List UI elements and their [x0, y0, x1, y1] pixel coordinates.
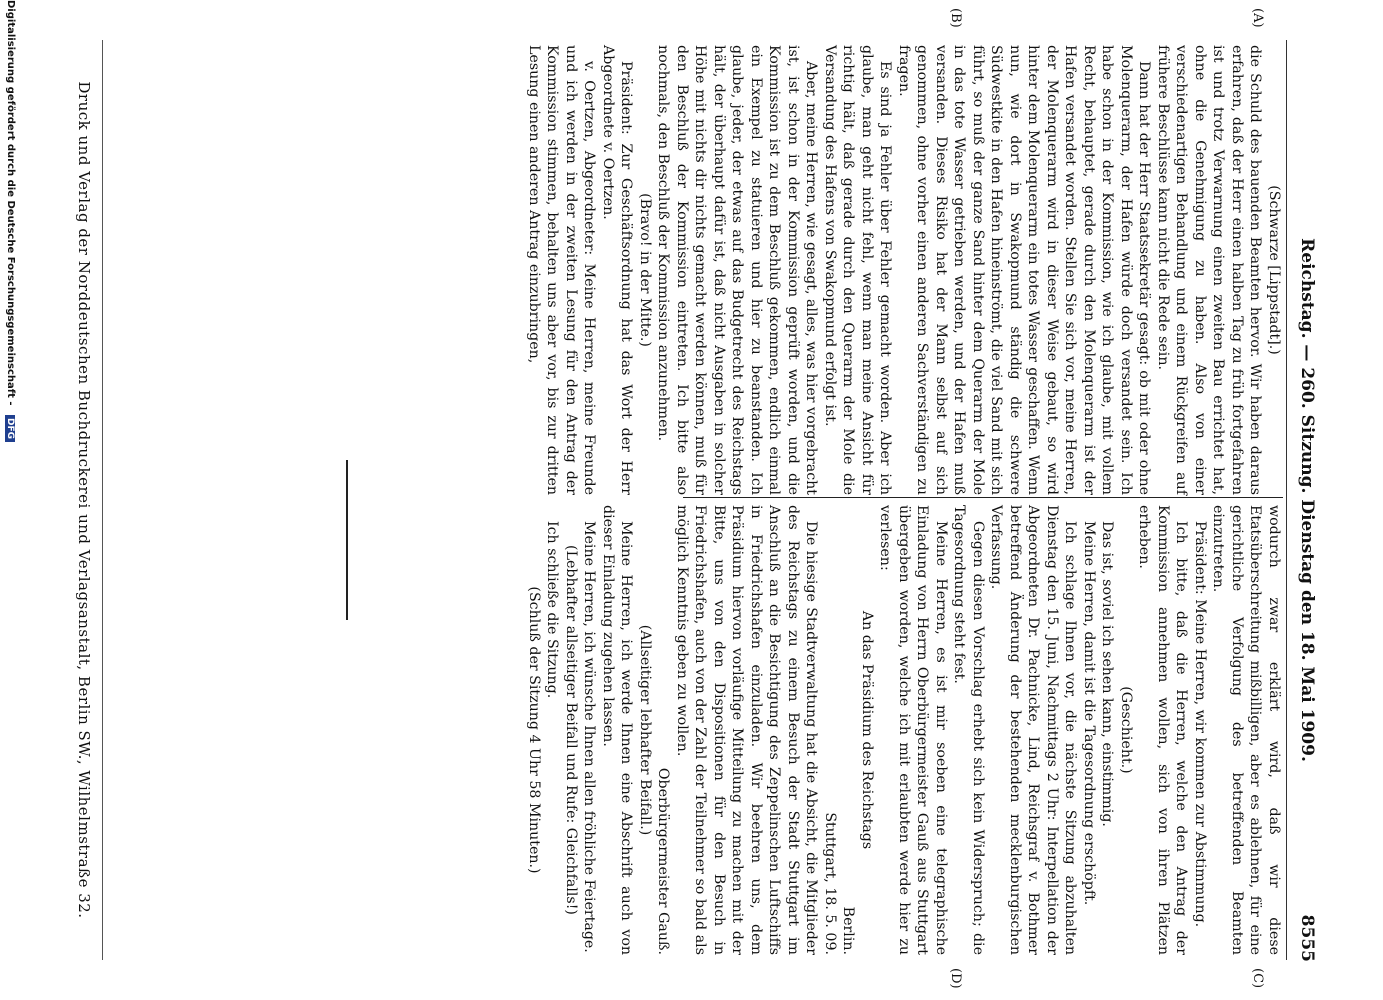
paragraph: Dann hat der Herr Staatssekretär gesagt: ob mit oder ohne Molenquerarm, der Hafen würde doch versandet sein. Ich habe schon in der Kommission, wie ich glaube, mit vollem Recht, behauptet, gerade durch den Molenquerarm ist der Hafen versandet worden. Stellen Sie sich vor, meine Herren, der Molenquerarm wird in dieser Weise gebaut, so wird hinter dem Molenquerarm ein totes Wasser geschaffen. Wenn nun, wie dort in Swakopmund ständig die schwere Südwestkite in den Hafen hineinströmt, die viel Sand mit sich führt, so muß der ganze Sand hinter dem Querarm der Mole in das tote Wasser getrieben werden, und der Hafen muß versanden. Dieses Risiko hat der Mann selbst auf sich genommen, ohne vorher einen anderen Sachverständigen zu fragen. — [896, 45, 1153, 495]
paragraph: Meine Herren, damit ist die Tagesordnung erschöpft. — [1081, 521, 1097, 906]
imprint-rule — [102, 40, 103, 960]
telegram-body: Die hiesige Stadtverwaltung hat die Absicht, die Mitglieder des Reichstags zu einem Besuch der Stadt Stuttgart im Anschluß an die Besichtigung des Zeppelinschen Luftschiffs in Friedrichshafen einzuladen. Wir beehren uns, dem Präsidium hiervon vorläufige Mitteilung zu machen mit der Bitte, uns von den Dispositionen für den Besuch in Friedrichshafen, auch von der Zahl der Teilnehmer so bald als möglich Kenntnis geben zu wollen. — [674, 505, 820, 955]
paragraph: v. Oertzen, Abgeordneter: Meine Herren, meine Freunde und ich werden in der zweiten Lesung für den Antrag der Kommission stimmen, behalten uns aber vor, bis zur dritten Lesung einen anderen Antrag einzubringen, — [526, 45, 598, 495]
closing-rule — [346, 460, 348, 620]
paragraph: Meine Herren, ich wünsche Ihnen allen fröhliche Feiertage. — [581, 521, 598, 953]
margin-mark-d: (D) — [948, 968, 963, 989]
digitization-note: Digitalisierung gefördert durch die Deutsche Forschungsgemeinschaft - — [5, 0, 16, 406]
paragraph: Es sind ja Fehler über Fehler gemacht worden. Aber ich glaube, man geht nicht fehl, wenn man meine Ansicht für richtig hält, daß gerade durch den Querarm der Mole die Versandung des Hafens von Swakopmund erfolgt ist. — [822, 45, 894, 495]
paragraph: Präsident: Meine Herren, wir kommen zur Abstimmung. — [1192, 521, 1208, 928]
page-header — [1287, 0, 1317, 1000]
telegram-address: An das Präsidium des Reichstags — [859, 610, 875, 850]
left-column — [525, 45, 1284, 495]
interjection: (Lebhafter allseitiger Beifall und Rufe: Gleichfalls!) — [563, 545, 579, 915]
telegram-date: Stuttgart, 18. 5. 09. — [822, 812, 838, 955]
header-rule — [1286, 40, 1287, 960]
speaker-continuation: (Schwarze [Lippstadt].) — [1266, 185, 1282, 355]
paragraph: Gegen diesen Vorschlag erhebt sich kein Widerspruch; die Tagesordnung steht fest. — [951, 505, 986, 955]
page-number: 8555 — [1297, 914, 1317, 962]
margin-mark-c: (C) — [1250, 968, 1265, 989]
margin-mark-a: (A) — [1250, 8, 1265, 28]
paragraph: Meine Herren, es ist mir soeben eine telegraphische Einladung von Herrn Oberbürgermeister Gauß aus Stuttgart übergeben worden, welche ich mit erlaubten werde hier zu verlesen: — [877, 505, 949, 955]
interjection: (Geschieht.) — [1118, 686, 1134, 774]
paragraph: Aber, meine Herren, wie gesagt, alles, was hier vorgebracht ist, ist schon in der Kommission geprüft worden, und die Kommission ist zu dem Beschluß gekommen, endlich einmal ein Exempel zu statuieren und hier zu beanstanden. Ich glaube, jeder, der etwas auf das Budgetrecht des Reichstags hält, der überhaupt dafür ist, daß nicht Ausgaben in solcher Höhe mit nichts dir nichts gemacht werden können, muß für den Beschluß der Kommission eintreten. Ich bitte also nochmals, den Beschluß der Kommission anzunehmen. — [655, 45, 820, 495]
dfg-logo: DFG — [5, 415, 15, 442]
paragraph: Das ist, soviel ich sehen kann, einstimmig. — [1099, 521, 1116, 827]
printer-imprint: Druck und Verlag der Norddeutschen Buchdruckerei und Verlagsanstalt, Berlin SW., Wilhelmstraße 32. — [75, 81, 93, 919]
interjection: (Bravo! in der Mitte.) — [637, 193, 653, 347]
paragraph: die Schuld des bauenden Beamten hervor. Wir haben daraus erfahren, daß der Herr einen halben Tag zu früh fortgefahren ist und trotz Verwarnung einen zweiten Bau errichtet hat, ohne die Genehmigung zu haben. Also von einer verschiedenartigen Behandlung und einem Rückgreifen auf frühere Beschlüsse kann nicht die Rede sein. — [1155, 45, 1264, 495]
running-title: Reichstag. — 260. Sitzung. Dienstag den 18. Mai 1909. — [1297, 238, 1317, 762]
paragraph: Ich bitte, daß die Herren, welche den Antrag der Kommission annehmen wollen, sich von ihren Plätzen erheben. — [1136, 505, 1190, 955]
session-end: (Schluß der Sitzung 4 Uhr 58 Minuten.) — [526, 586, 542, 874]
digitization-footer — [2, 0, 16, 1000]
paragraph: wodurch zwar erklärt wird, daß wir diese Etatsüberschreitung mißbilligen, aber es ablehnen, für eine gerichtliche Verfolgung des betreffenden Beamten einzutreten. — [1210, 505, 1282, 955]
margin-mark-b: (B) — [948, 8, 963, 28]
telegram-city: Berlin. — [840, 906, 857, 955]
paragraph: Meine Herren, ich werde Ihnen eine Abschrift auch von dieser Einladung zugehen lassen. — [600, 505, 635, 955]
telegram-signature: Oberbürgermeister Gauß. — [655, 767, 672, 955]
interjection: (Allseitiger lebhafter Beifall.) — [637, 624, 653, 836]
paragraph: Ich schließe die Sitzung. — [544, 521, 561, 699]
column-divider — [683, 497, 1283, 498]
paragraph: Präsident: Zur Geschäftsordnung hat das Wort der Herr Abgeordnete v. Oertzen. — [600, 45, 635, 495]
right-column — [525, 505, 1284, 955]
paragraph: Ich schlage Ihnen vor, die nächste Sitzung abzuhalten Dienstag den 15. Juni, Nachmittags 2 Uhr: Interpellation der Abgeordneten Dr. Pachnicke, Lind, Reichsgraf v. Bothmer betreffend Änderung der bestehenden mecklenburgischen Verfassung. — [988, 505, 1079, 955]
